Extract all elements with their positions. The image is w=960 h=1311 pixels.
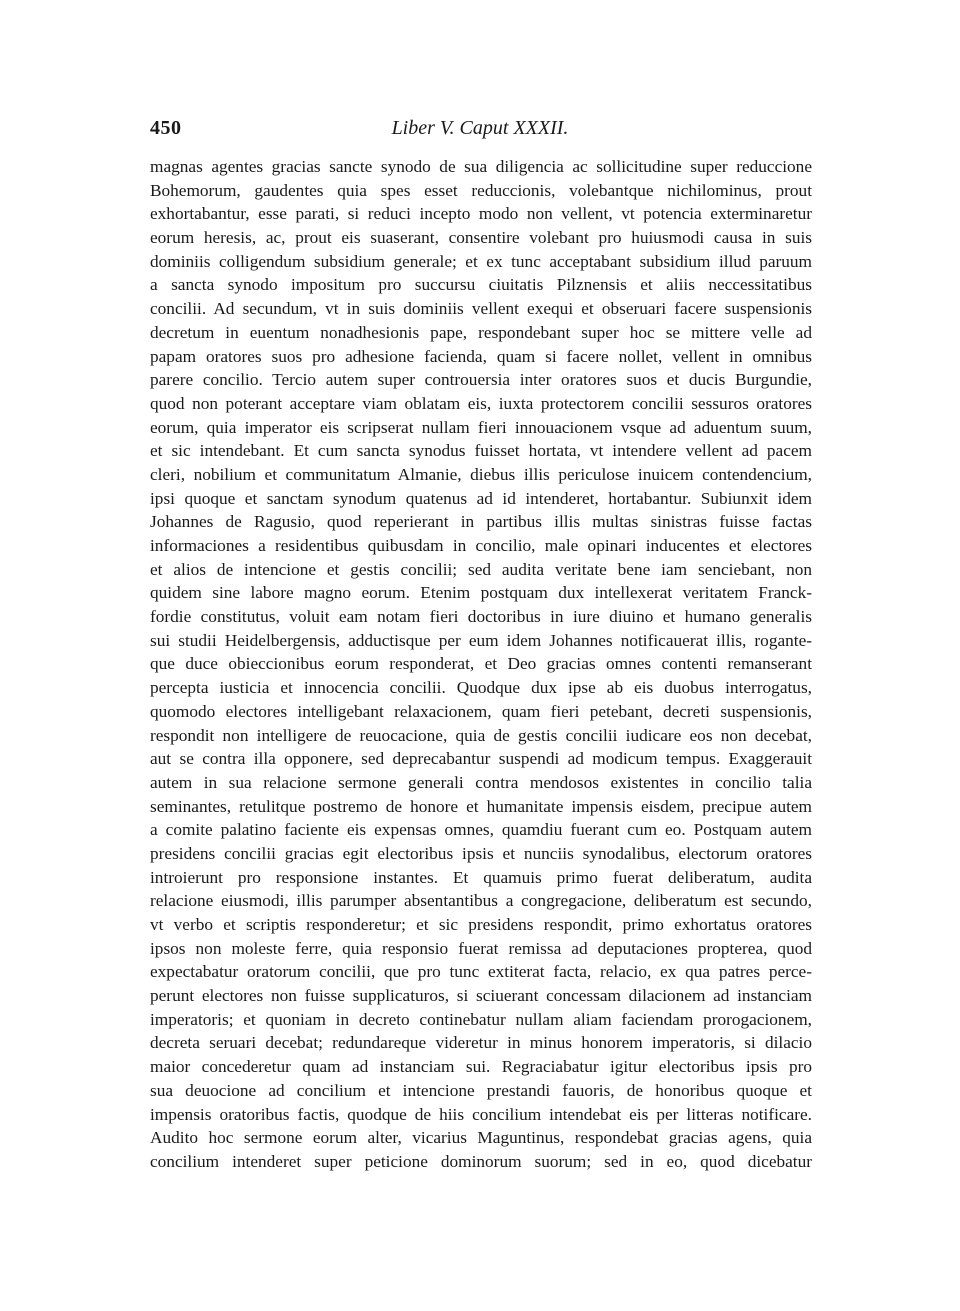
text-line: ipsos non moleste ferre, quia responsio fuerat remissa ad deputaciones propterea, quod: [150, 938, 812, 958]
text-line: maior concederetur quam ad instanciam sui. Regraciabatur igitur electoribus ipsis pro: [150, 1057, 812, 1077]
text-line: percepta iusticia et innocencia concilii. Quodque dux ipse ab eis duobus interrogatus,: [150, 678, 812, 698]
text-line: sui studii Heidelbergensis, adductisque per eum idem Johannes notificauerat illis, rogante-: [150, 630, 812, 650]
text-line: cleri, nobilium et communitatum Almanie, diebus illis periculose inuicem contendencium,: [150, 464, 812, 484]
text-line: Audito hoc sermone eorum alter, vicarius Maguntinus, respondebat gracias agens, quia: [150, 1128, 812, 1148]
text-line: ipsi quoque et sanctam synodum quatenus ad id intenderet, hortabantur. Subiunxit idem: [150, 488, 812, 508]
text-line: a comite palatino faciente eis expensas omnes, quamdiu fuerant cum eo. Postquam autem: [150, 820, 812, 840]
text-line: decretum in euentum nonadhesionis pape, respondebant super hoc se mittere velle ad: [150, 322, 812, 342]
text-line: quomodo electores intelligebant relaxacionem, quam fieri petebant, decreti suspensionis,: [150, 701, 812, 721]
text-line: imperatoris; et quoniam in decreto continebatur nullam aliam faciendam prorogacionem,: [150, 1009, 812, 1029]
text-line: decreta seruari decebat; redundareque videretur in minus honorem imperatoris, si dilacio: [150, 1033, 812, 1053]
text-line: et sic intendebant. Et cum sancta synodus fuisset hortata, vt intendere vellent ad pacem: [150, 441, 812, 461]
text-line: eorum, quia imperator eis scripserat nullam fieri innouacionem vsque ad aduentum suum,: [150, 417, 812, 437]
text-line: aut se contra illa opponere, sed deprecabantur suspendi ad modicum tempus. Exaggerauit: [150, 749, 812, 769]
text-line: relacione eiusmodi, illis parumper absentantibus a congregacione, deliberatum est secundo,: [150, 891, 812, 911]
text-line: papam oratores suos pro adhesione facienda, quam si facere nollet, vellent in omnibus: [150, 346, 812, 366]
text-line: eorum heresis, ac, prout eis suaserant, consentire volebant pro huiusmodi causa in suis: [150, 228, 812, 248]
text-line: perunt electores non fuisse supplicaturos, si sciuerant concessam dilacionem ad instanciam: [150, 986, 812, 1006]
text-line: quod non poterant acceptare viam oblatam eis, iuxta protectorem concilii sessuros oratores: [150, 393, 812, 413]
text-line: concilii. Ad secundum, vt in suis dominiis vellent exequi et obseruari facere suspensionis: [150, 299, 812, 319]
text-line: respondit non intelligere de reuocacione, quia de gestis concilii iudicare eos non decebat,: [150, 725, 812, 745]
text-line: que duce obieccionibus eorum responderat, et Deo gracias omnes contenti remanserant: [150, 654, 812, 674]
text-line: fordie constitutus, voluit eam notam fieri doctoribus in iure diuino et humano generalis: [150, 607, 812, 627]
text-line: autem in sua relacione sermone generali contra mendosos existentes in concilio talia: [150, 772, 812, 792]
body-text: [150, 155, 812, 1174]
text-line: introierunt pro responsione instantes. Et quamuis primo fuerat deliberatum, audita: [150, 867, 812, 887]
text-line: a sancta synodo impositum pro succursu ciuitatis Pilznensis et aliis neccessitatibus: [150, 275, 812, 295]
text-line: exhortabantur, esse parati, si reduci incepto modo non vellent, vt potencia exterminaretur: [150, 204, 812, 224]
text-line: presidens concilii gracias egit electoribus ipsis et nunciis synodalibus, electorum oratores: [150, 843, 812, 863]
text-line: vt verbo et scriptis responderetur; et sic presidens respondit, primo exhortatus oratores: [150, 915, 812, 934]
text-line: parere concilio. Tercio autem super controuersia inter oratores suos et ducis Burgundie,: [150, 370, 812, 390]
running-head: Liber V. Caput XXXII.: [391, 117, 569, 139]
page-number: 450: [150, 117, 182, 139]
text-line: seminantes, retulitque postremo de honore et humanitate impensis eisdem, precipue autem: [150, 796, 812, 816]
text-line: quidem sine labore magno eorum. Etenim postquam dux intellexerat veritatem Franck-: [150, 583, 812, 603]
text-line: impensis oratoribus factis, quodque de hiis concilium intendebat eis per litteras notificare.: [150, 1104, 812, 1124]
text-line: expectabatur oratorum concilii, que pro tunc extiterat facta, relacio, ex qua patres perce-: [150, 962, 812, 982]
text-line: sua deuocione ad concilium et intencione prestandi fauoris, de honoribus quoque et: [150, 1080, 812, 1100]
text-line: dominiis colligendum subsidium generale; et ex tunc acceptabant subsidium illud paruum: [150, 251, 812, 271]
text-line: et alios de intencione et gestis concilii; sed audita veritate bene iam senciebant, non: [150, 559, 812, 579]
text-line: magnas agentes gracias sancte synodo de sua diligencia ac sollicitudine super reduccione: [150, 157, 812, 176]
text-line: informaciones a residentibus quibusdam in concilio, male opinari inducentes et electores: [150, 536, 812, 555]
text-line: concilium intenderet super peticione dominorum suorum; sed in eo, quod dicebatur: [150, 1151, 812, 1171]
text-line: Johannes de Ragusio, quod reperierant in partibus illis multas sinistras fuisse factas: [150, 512, 812, 532]
text-line: Bohemorum, gaudentes quia spes esset reduccionis, volebantque nichilominus, prout: [150, 180, 812, 200]
